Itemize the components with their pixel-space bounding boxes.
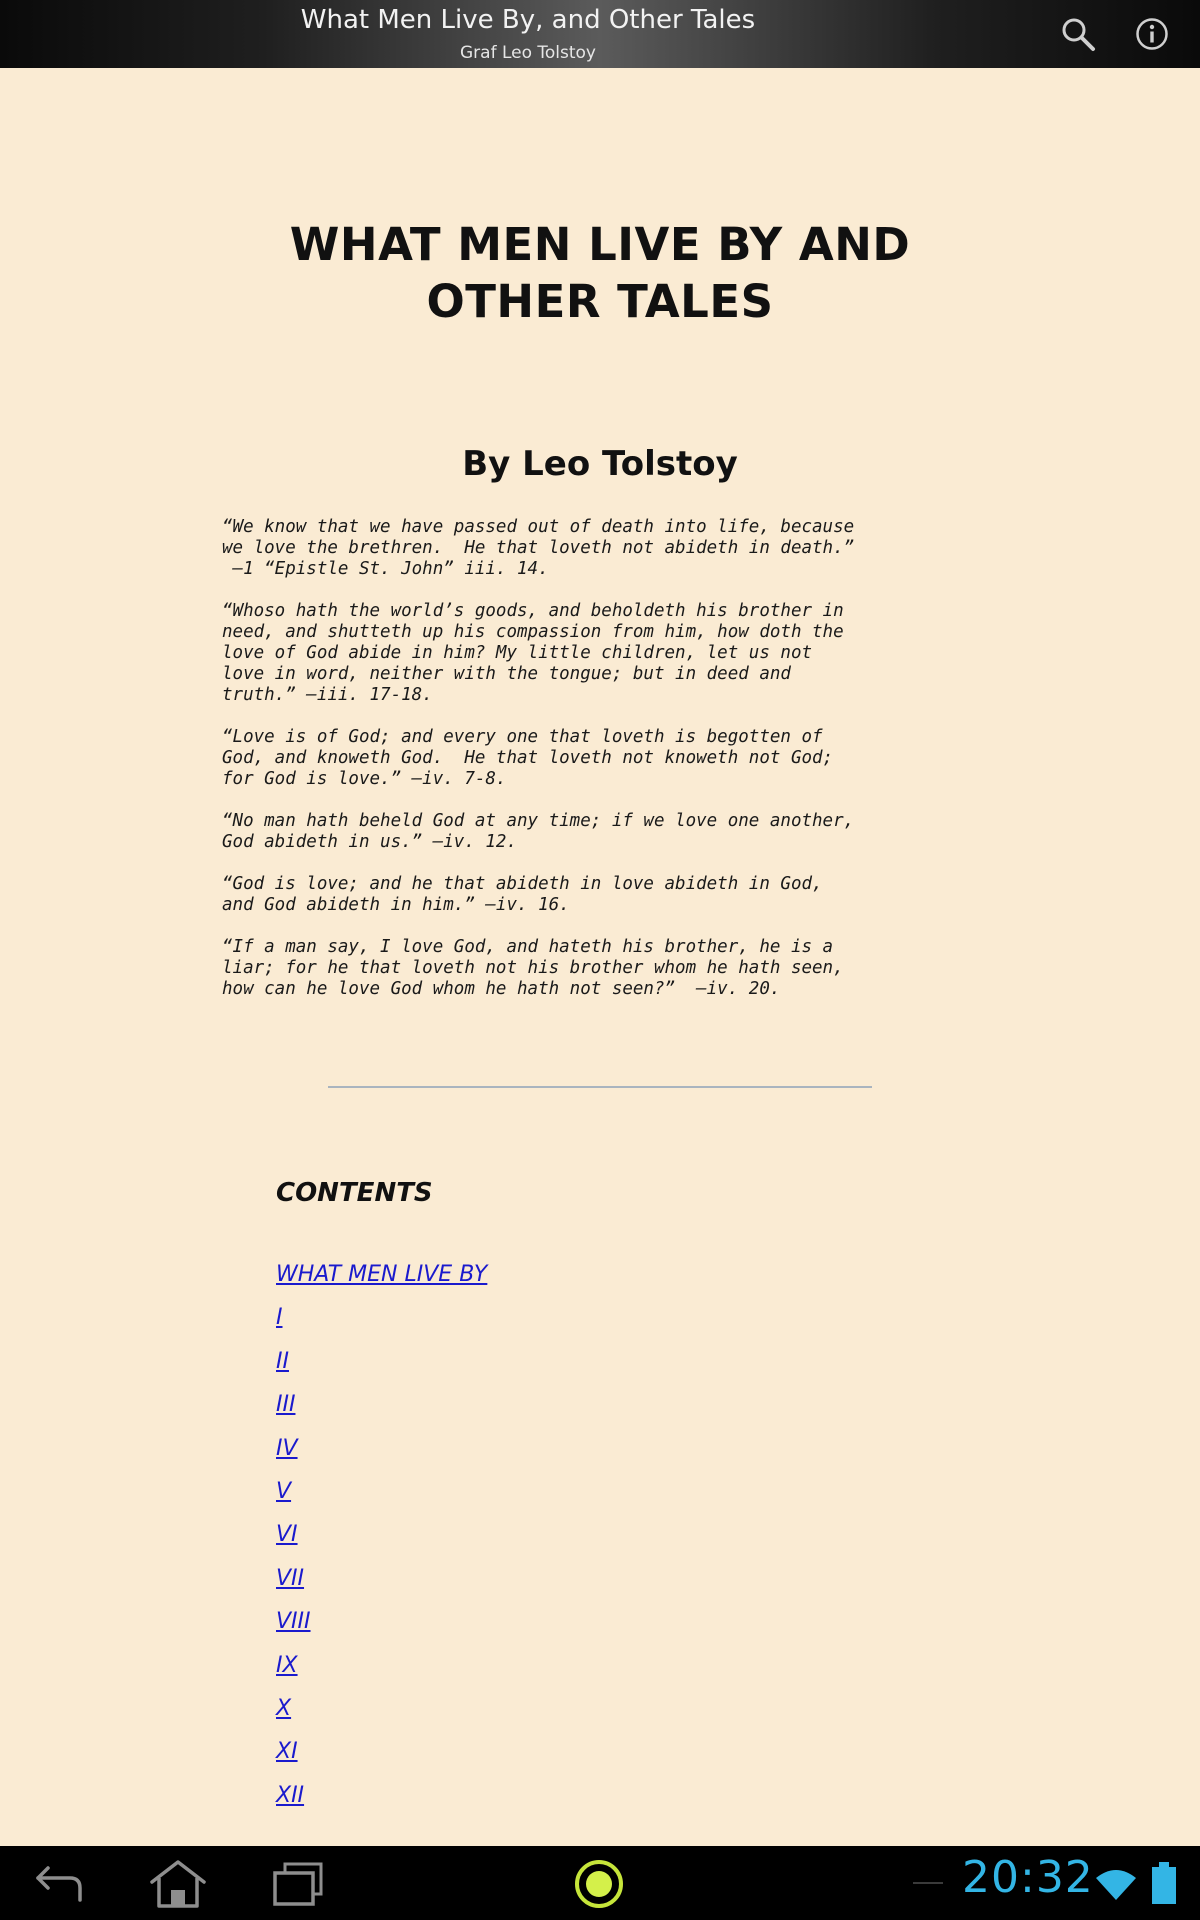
toc-link-chapter-11[interactable]: XI bbox=[276, 1739, 298, 1765]
toc-item bbox=[276, 1296, 487, 1339]
toc-link-chapter-2[interactable]: II bbox=[276, 1348, 289, 1374]
toc-item bbox=[276, 1644, 487, 1687]
home-icon bbox=[147, 1858, 209, 1910]
title-block bbox=[228, 0, 828, 68]
toc-item bbox=[276, 1513, 487, 1556]
toc-link-chapter-8[interactable]: VIII bbox=[276, 1609, 311, 1635]
search-button[interactable] bbox=[1056, 12, 1100, 56]
toc-item bbox=[276, 1340, 487, 1383]
table-of-contents bbox=[276, 1253, 487, 1817]
toc-link-chapter-7[interactable]: VII bbox=[276, 1565, 305, 1591]
book-author-header: Graf Leo Tolstoy bbox=[459, 43, 596, 63]
back-icon bbox=[32, 1862, 88, 1906]
toc-item bbox=[276, 1687, 487, 1730]
notification-dash bbox=[913, 1882, 943, 1884]
epigraph: “God is love; and he that abideth in love abideth in God, and God abideth in him.” —iv. 16. bbox=[222, 874, 823, 915]
app-launcher-icon bbox=[572, 1857, 626, 1911]
wifi-icon bbox=[1094, 1868, 1138, 1902]
toc-link-chapter-6[interactable]: VI bbox=[276, 1522, 298, 1548]
search-icon bbox=[1060, 16, 1096, 52]
toc-link-chapter-4[interactable]: IV bbox=[276, 1435, 298, 1461]
epigraph: “We know that we have passed out of death into life, because we love the brethren. He that loveth not abideth in death.” —1 “Epistle St. John” iii. 14. bbox=[222, 517, 855, 579]
epigraph: “Whoso hath the world’s goods, and beholdeth his brother in need, and shutteth up his compassion from him, how doth the love of God abide in him? My little children, let us not love in word, neither with the tongue; but in deed and truth.” —iii. 17-18. bbox=[222, 601, 844, 705]
toc-link-chapter-1[interactable]: I bbox=[276, 1305, 283, 1331]
status-clock[interactable]: 20:32 bbox=[962, 1852, 1094, 1903]
action-bar bbox=[0, 0, 1200, 68]
toc-item bbox=[276, 1427, 487, 1470]
epigraph: “If a man say, I love God, and hateth his brother, he is a liar; for he that loveth not his brother whom he hath seen, how can he love God whom he hath not seen?” —iv. 20. bbox=[222, 937, 844, 999]
epigraph: “No man hath beheld God at any time; if we love one another, God abideth in us.” —iv. 12. bbox=[222, 811, 855, 852]
toc-link-chapter-9[interactable]: IX bbox=[276, 1652, 298, 1678]
toc-item bbox=[276, 1774, 487, 1817]
epigraph: “Love is of God; and every one that loveth is begotten of God, and knoweth God. He that loveth not knoweth not God; for God is love.” —iv. 7-8. bbox=[222, 727, 834, 789]
toc-item bbox=[276, 1600, 487, 1643]
toc-link-chapter-3[interactable]: III bbox=[276, 1392, 296, 1418]
toc-item bbox=[276, 1470, 487, 1513]
book-author: By Leo Tolstoy bbox=[462, 444, 738, 484]
book-title-header: What Men Live By, and Other Tales bbox=[300, 5, 756, 35]
book-title: WHAT MEN LIVE BY AND OTHER TALES bbox=[289, 218, 911, 328]
toc-link-chapter-5[interactable]: V bbox=[276, 1478, 292, 1504]
toc-item bbox=[276, 1383, 487, 1426]
toc-item bbox=[276, 1557, 487, 1600]
toc-item bbox=[276, 1253, 487, 1296]
book-content[interactable] bbox=[0, 68, 1200, 1846]
section-divider bbox=[328, 1086, 872, 1088]
recent-apps-button[interactable] bbox=[262, 1854, 334, 1914]
toc-link-chapter-10[interactable]: X bbox=[276, 1695, 292, 1721]
battery-icon bbox=[1150, 1862, 1178, 1904]
back-button[interactable] bbox=[24, 1854, 96, 1914]
battery-status[interactable] bbox=[1150, 1862, 1178, 1904]
system-nav-bar bbox=[0, 1846, 1200, 1920]
app-launcher-button[interactable] bbox=[563, 1854, 635, 1914]
recent-apps-icon bbox=[269, 1860, 327, 1908]
info-icon bbox=[1135, 17, 1169, 51]
home-button[interactable] bbox=[142, 1854, 214, 1914]
toc-link-what-men-live-by[interactable]: WHAT MEN LIVE BY bbox=[276, 1262, 488, 1287]
info-button[interactable] bbox=[1130, 12, 1174, 56]
wifi-status[interactable] bbox=[1094, 1868, 1138, 1902]
toc-link-chapter-12[interactable]: XII bbox=[276, 1782, 305, 1808]
contents-heading: CONTENTS bbox=[276, 1178, 433, 1208]
toc-item bbox=[276, 1730, 487, 1773]
epigraphs bbox=[222, 517, 902, 1021]
